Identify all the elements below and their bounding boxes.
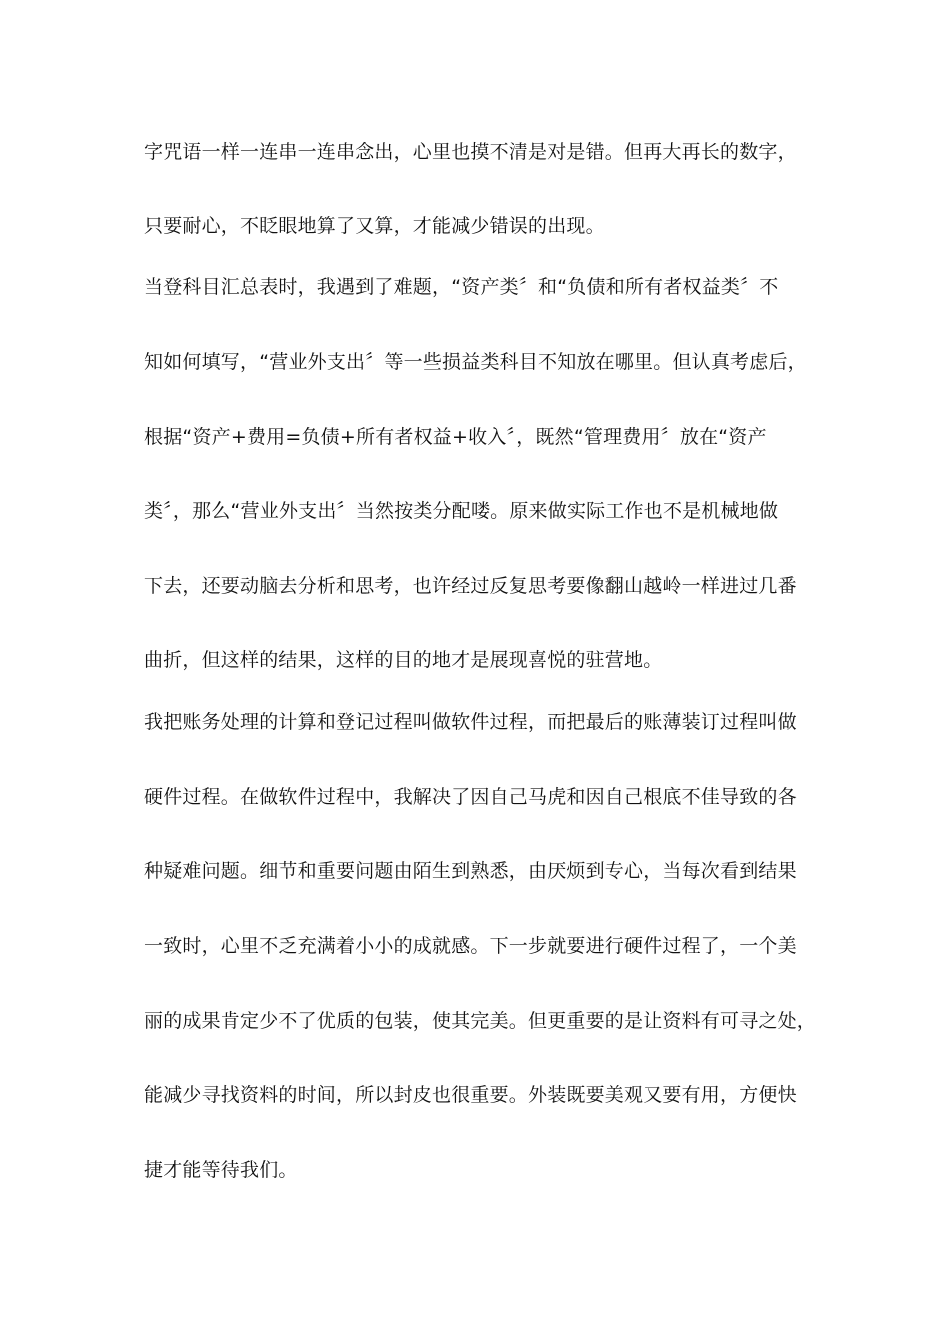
text-line: 能减少寻找资料的时间，所以封皮也很重要。外装既要美观又要有用，方便快	[144, 1084, 797, 1106]
paragraph-start-line: 当登科目汇总表时，我遇到了难题，“资产类〞和“负债和所有者权益类〞不	[144, 276, 779, 298]
text-line: 捷才能等待我们。	[144, 1159, 298, 1181]
text-line: 根据“资产+费用=负债+所有者权益+收入〞，既然“管理费用〞放在“资产	[144, 426, 767, 448]
text-line: 字咒语一样一连串一连串念出，心里也摸不清是对是错。但再大再长的数字，	[144, 141, 797, 163]
text-line: 知如何填写，“营业外支出〞等一些损益类科目不知放在哪里。但认真考虑后，	[144, 351, 807, 373]
text-line: 种疑难问题。细节和重要问题由陌生到熟悉，由厌烦到专心，当每次看到结果	[144, 860, 797, 882]
text-line: 下去，还要动脑去分析和思考，也许经过反复思考要像翻山越岭一样进过几番	[144, 575, 797, 597]
paragraph-start-line: 我把账务处理的计算和登记过程叫做软件过程，而把最后的账薄装订过程叫做	[144, 711, 797, 733]
text-line: 一致时，心里不乏充满着小小的成就感。下一步就要进行硬件过程了，一个美	[144, 935, 797, 957]
text-line: 曲折，但这样的结果，这样的目的地才是展现喜悦的驻营地。	[144, 649, 663, 671]
text-line: 硬件过程。在做软件过程中，我解决了因自己马虎和因自己根底不佳导致的各	[144, 786, 797, 808]
text-line: 丽的成果肯定少不了优质的包装，使其完美。但更重要的是让资料有可寻之处，	[144, 1010, 817, 1032]
text-line: 类〞，那么“营业外支出〞当然按类分配喽。原来做实际工作也不是机械地做	[144, 500, 779, 522]
text-line: 只要耐心，不眨眼地算了又算，才能减少错误的出现。	[144, 215, 605, 237]
